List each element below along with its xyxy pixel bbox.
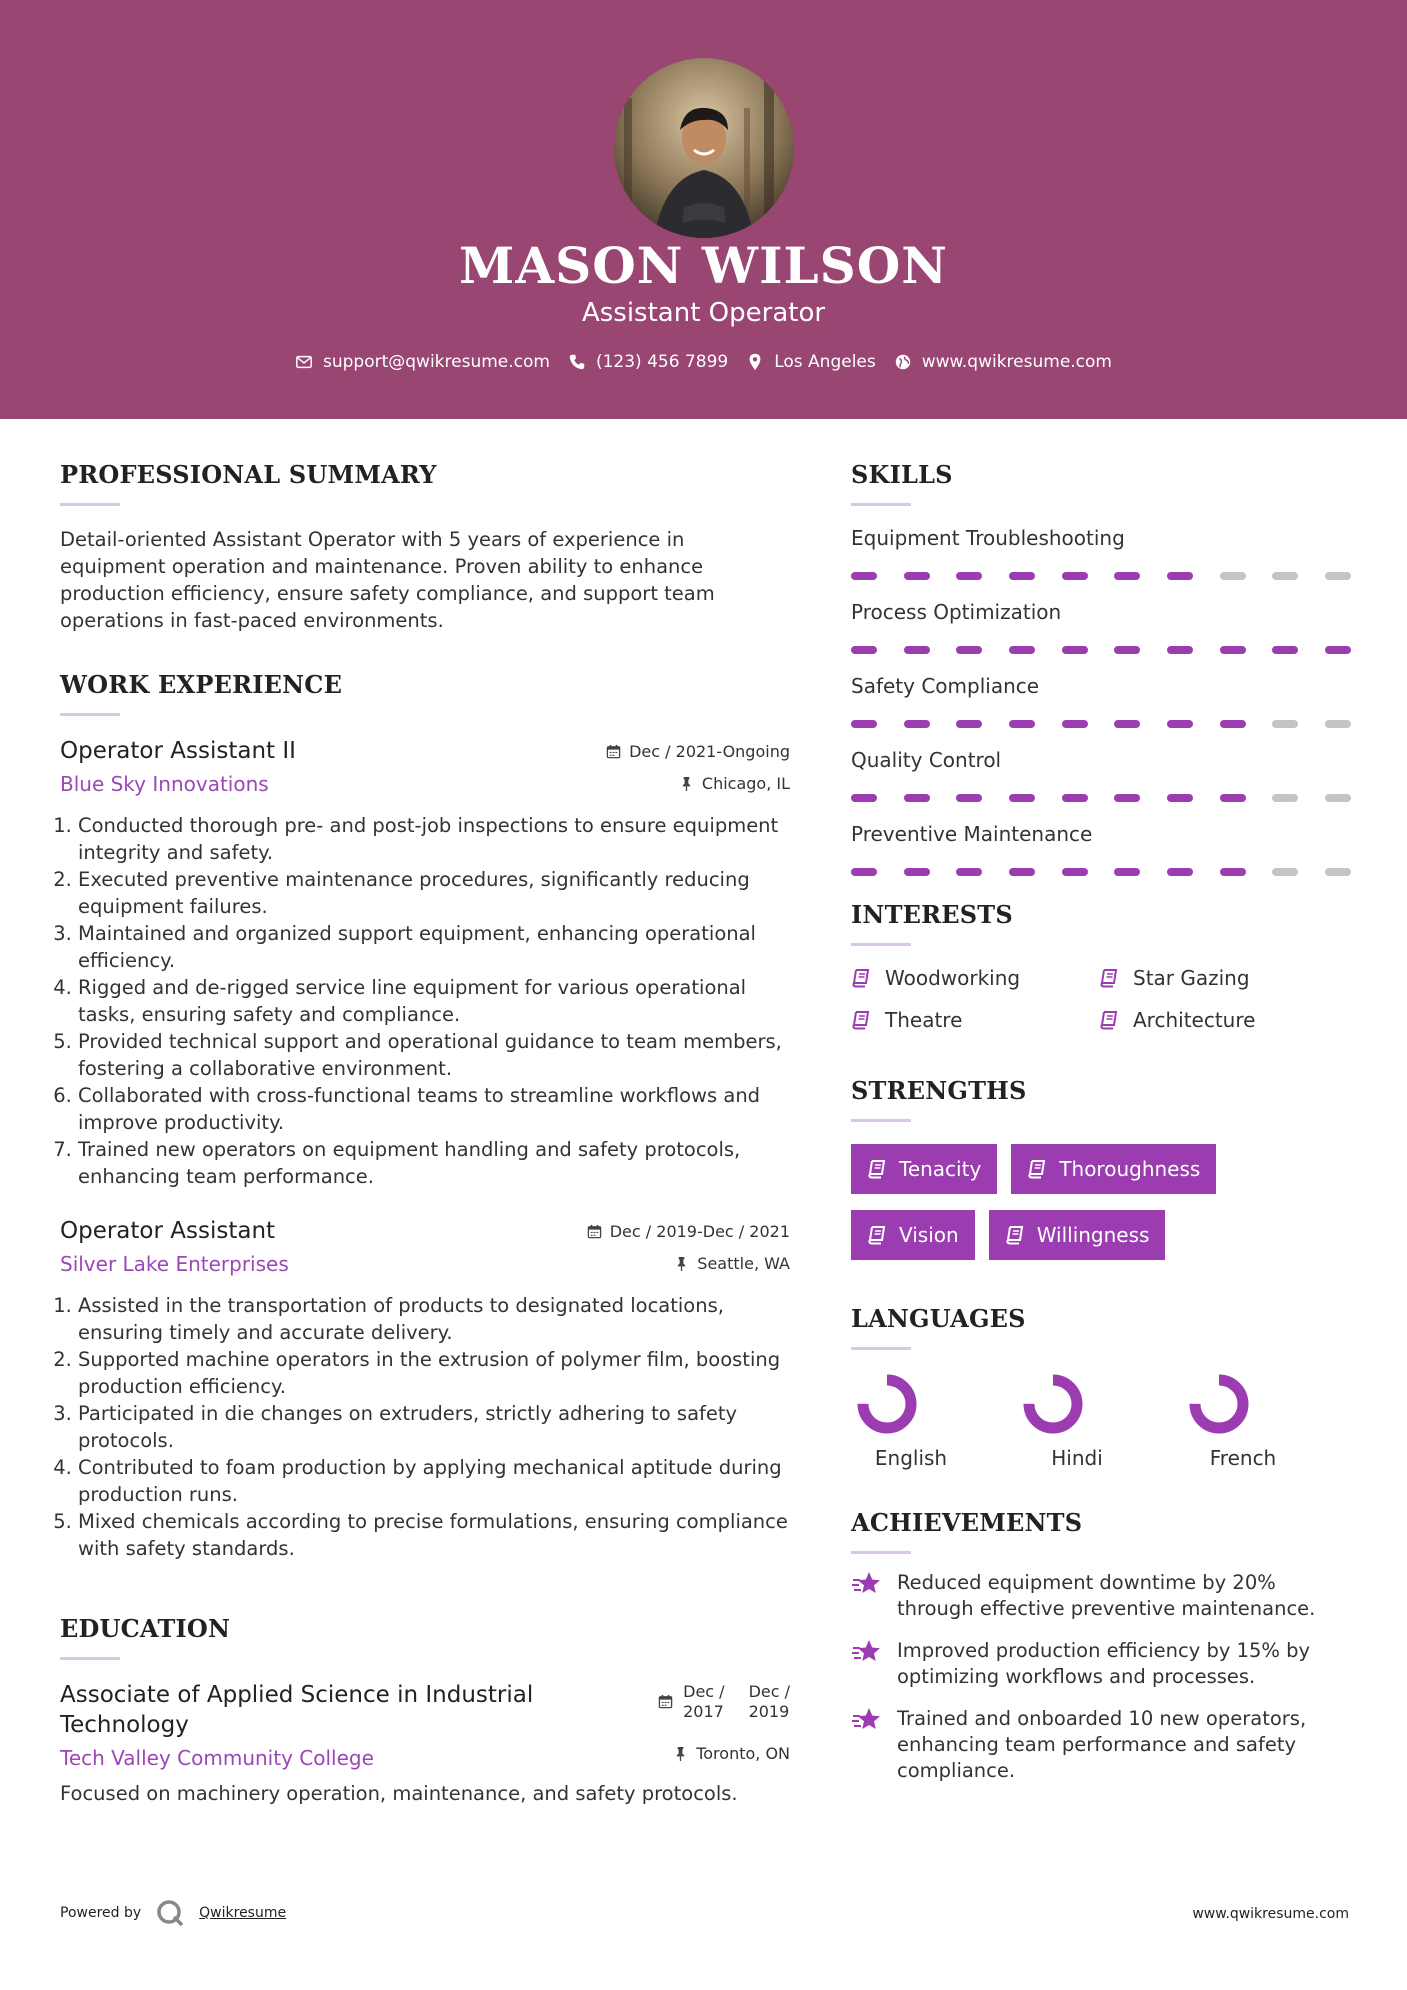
experience-title: WORK EXPERIENCE bbox=[60, 670, 343, 699]
contact-bar bbox=[0, 352, 1407, 372]
rating-dot-filled bbox=[956, 720, 982, 728]
star-icon bbox=[851, 1704, 883, 1736]
section-divider bbox=[851, 1551, 911, 1554]
left-column bbox=[60, 460, 790, 1807]
phone-text[interactable]: (123) 456 7899 bbox=[595, 352, 729, 372]
achievement-item bbox=[851, 1638, 1351, 1690]
rating-dot-empty bbox=[1272, 720, 1298, 728]
strength-tag bbox=[1011, 1144, 1216, 1194]
job-company: Blue Sky Innovations bbox=[60, 772, 269, 796]
job-location bbox=[679, 774, 790, 793]
skill-item bbox=[851, 674, 1351, 728]
achievement-item bbox=[851, 1570, 1351, 1622]
school-name: Tech Valley Community College bbox=[60, 1746, 374, 1770]
rating-dot-empty bbox=[1220, 572, 1246, 580]
rating-dot-filled bbox=[1009, 720, 1035, 728]
strength-label: Tenacity bbox=[899, 1157, 982, 1181]
skill-item bbox=[851, 748, 1351, 802]
rating-dot-filled bbox=[1167, 646, 1193, 654]
job-location-text: Seattle, WA bbox=[697, 1254, 790, 1273]
pin-icon bbox=[674, 1256, 689, 1271]
skill-name: Quality Control bbox=[851, 748, 1002, 772]
language-item bbox=[1183, 1372, 1349, 1470]
rating-dot-filled bbox=[1114, 646, 1140, 654]
job-bullets bbox=[60, 1292, 790, 1562]
rating-dot-filled bbox=[956, 572, 982, 580]
rating-dot-filled bbox=[904, 794, 930, 802]
list-item: 1. Assisted in the transportation of products to designated locations, ensuring timely and accurate delivery. bbox=[78, 1292, 790, 1346]
rating-dot-filled bbox=[1167, 794, 1193, 802]
skill-item bbox=[851, 526, 1351, 580]
strength-label: Willingness bbox=[1036, 1223, 1150, 1247]
rating-dot-filled bbox=[1062, 868, 1088, 876]
rating-dot-empty bbox=[1325, 868, 1351, 876]
language-name: Hindi bbox=[1051, 1446, 1103, 1470]
skills-section bbox=[851, 460, 1351, 876]
interest-item bbox=[851, 1008, 1099, 1032]
rating-dot-filled bbox=[956, 794, 982, 802]
job-entry bbox=[60, 1218, 790, 1562]
skill-item bbox=[851, 600, 1351, 654]
summary-text: Detail-oriented Assistant Operator with 5 years of experience in equipment operation and maintenance. Proven ability to enhance production efficiency, ensure safety compliance, and support team operations in fast-paced environments. bbox=[60, 528, 715, 632]
rating-dot-filled bbox=[1062, 572, 1088, 580]
skill-name: Preventive Maintenance bbox=[851, 822, 1093, 846]
book-icon bbox=[1099, 1010, 1119, 1030]
languages-title: LANGUAGES bbox=[851, 1304, 1026, 1333]
interest-label: Theatre bbox=[885, 1008, 963, 1032]
pin-icon bbox=[673, 1746, 688, 1761]
strength-tag bbox=[989, 1210, 1166, 1260]
map-pin-icon bbox=[746, 353, 764, 371]
book-icon bbox=[1099, 968, 1119, 988]
book-icon bbox=[1027, 1159, 1047, 1179]
language-progress-ring bbox=[855, 1372, 919, 1436]
education-dates bbox=[658, 1682, 790, 1722]
star-icon bbox=[851, 1636, 883, 1668]
job-entry bbox=[60, 738, 790, 1190]
book-icon bbox=[851, 968, 871, 988]
skill-name: Equipment Troubleshooting bbox=[851, 526, 1125, 550]
rating-dot-filled bbox=[1114, 868, 1140, 876]
rating-dot-filled bbox=[956, 868, 982, 876]
interests-section bbox=[851, 900, 1351, 1032]
skill-item bbox=[851, 822, 1351, 876]
achievements-section bbox=[851, 1508, 1351, 1784]
location-text: Los Angeles bbox=[774, 352, 876, 372]
section-divider bbox=[851, 1347, 911, 1350]
strengths-list bbox=[851, 1144, 1271, 1260]
job-date-text: Dec / 2021-Ongoing bbox=[629, 742, 790, 761]
skill-rating bbox=[851, 646, 1351, 654]
rating-dot-empty bbox=[1272, 794, 1298, 802]
book-icon bbox=[867, 1159, 887, 1179]
calendar-icon bbox=[606, 744, 621, 759]
rating-dot-filled bbox=[1167, 868, 1193, 876]
job-title: Operator Assistant bbox=[60, 1218, 276, 1244]
job-location bbox=[674, 1254, 790, 1273]
language-name: English bbox=[874, 1446, 948, 1470]
rating-dot-filled bbox=[851, 646, 877, 654]
rating-dot-filled bbox=[1009, 572, 1035, 580]
rating-dot-filled bbox=[904, 720, 930, 728]
profile-photo bbox=[614, 58, 794, 238]
skill-rating bbox=[851, 794, 1351, 802]
job-date bbox=[606, 742, 790, 761]
list-item: 1. Conducted thorough pre- and post-job inspections to ensure equipment integrity and safety. bbox=[78, 812, 790, 866]
phone-icon bbox=[568, 353, 586, 371]
start-month: Dec / bbox=[683, 1682, 725, 1701]
skill-name: Process Optimization bbox=[851, 600, 1062, 624]
strength-tag bbox=[851, 1144, 997, 1194]
qwikresume-logo-icon bbox=[155, 1898, 185, 1928]
book-icon bbox=[851, 1010, 871, 1030]
language-item bbox=[851, 1372, 1017, 1470]
education-location bbox=[673, 1744, 790, 1763]
rating-dot-filled bbox=[1272, 646, 1298, 654]
section-divider bbox=[60, 713, 120, 716]
language-progress-ring bbox=[1021, 1372, 1085, 1436]
rating-dot-filled bbox=[1062, 646, 1088, 654]
rating-dot-filled bbox=[1325, 646, 1351, 654]
rating-dot-filled bbox=[904, 572, 930, 580]
envelope-icon bbox=[295, 353, 313, 371]
achievement-text: Reduced equipment downtime by 20% through effective preventive maintenance. bbox=[897, 1571, 1316, 1620]
rating-dot-filled bbox=[1167, 720, 1193, 728]
powered-by-label: Powered by bbox=[60, 1905, 142, 1921]
interests-list bbox=[851, 966, 1351, 1032]
degree-title: Associate of Applied Science in Industrial Technology bbox=[60, 1682, 534, 1738]
footer-url[interactable]: www.qwikresume.com bbox=[1192, 1906, 1349, 1922]
contact-phone[interactable] bbox=[568, 352, 728, 372]
right-column bbox=[851, 460, 1351, 1784]
star-icon bbox=[851, 1568, 883, 1600]
website-text[interactable]: www.qwikresume.com bbox=[921, 352, 1112, 372]
section-divider bbox=[851, 503, 911, 506]
list-item: 2. Supported machine operators in the extrusion of polymer film, boosting production efficiency. bbox=[78, 1346, 790, 1400]
end-year: 2019 bbox=[748, 1702, 790, 1721]
rating-dot-empty bbox=[1325, 794, 1351, 802]
interest-label: Woodworking bbox=[885, 966, 1021, 990]
strength-tag bbox=[851, 1210, 975, 1260]
achievements-list bbox=[851, 1570, 1351, 1784]
strengths-title: STRENGTHS bbox=[851, 1076, 1027, 1105]
contact-email[interactable] bbox=[295, 352, 550, 372]
education-location-text: Toronto, ON bbox=[696, 1744, 790, 1763]
rating-dot-filled bbox=[851, 720, 877, 728]
rating-dot-filled bbox=[1220, 868, 1246, 876]
strength-label: Vision bbox=[899, 1223, 959, 1247]
job-date bbox=[587, 1222, 790, 1241]
section-divider bbox=[60, 1657, 120, 1660]
achievements-title: ACHIEVEMENTS bbox=[851, 1508, 1083, 1537]
achievement-text: Trained and onboarded 10 new operators, enhancing team performance and safety compliance. bbox=[897, 1707, 1307, 1782]
rating-dot-filled bbox=[1220, 720, 1246, 728]
rating-dot-filled bbox=[1009, 646, 1035, 654]
rating-dot-filled bbox=[851, 572, 877, 580]
list-item: 4. Rigged and de-rigged service line equipment for various operational tasks, ensuring safety and compliance. bbox=[78, 974, 790, 1028]
skill-rating bbox=[851, 868, 1351, 876]
calendar-icon bbox=[658, 1694, 673, 1709]
interest-item bbox=[1099, 966, 1347, 990]
skill-name: Safety Compliance bbox=[851, 674, 1040, 698]
list-item: 2. Executed preventive maintenance procedures, significantly reducing equipment failures. bbox=[78, 866, 790, 920]
interest-item bbox=[851, 966, 1099, 990]
list-item: 5. Provided technical support and operational guidance to team members, fostering a collaborative environment. bbox=[78, 1028, 790, 1082]
rating-dot-filled bbox=[1114, 720, 1140, 728]
contact-website[interactable] bbox=[894, 352, 1112, 372]
skills-title: SKILLS bbox=[851, 460, 953, 489]
education-entry bbox=[60, 1680, 790, 1807]
rating-dot-empty bbox=[1325, 720, 1351, 728]
end-month: Dec / bbox=[748, 1682, 790, 1701]
education-description: Focused on machinery operation, maintenance, and safety protocols. bbox=[60, 1782, 738, 1805]
brand-link[interactable]: Qwikresume bbox=[199, 1905, 287, 1921]
rating-dot-filled bbox=[1114, 572, 1140, 580]
job-company: Silver Lake Enterprises bbox=[60, 1252, 289, 1276]
achievement-text: Improved production efficiency by 15% by optimizing workflows and processes. bbox=[897, 1639, 1311, 1688]
interests-title: INTERESTS bbox=[851, 900, 1013, 929]
list-item: 3. Maintained and organized support equipment, enhancing operational efficiency. bbox=[78, 920, 790, 974]
candidate-name: MASON WILSON bbox=[459, 236, 948, 295]
section-divider bbox=[851, 943, 911, 946]
book-icon bbox=[1005, 1225, 1025, 1245]
calendar-icon bbox=[587, 1224, 602, 1239]
language-progress-ring bbox=[1187, 1372, 1251, 1436]
strengths-section bbox=[851, 1076, 1351, 1260]
interest-item bbox=[1099, 1008, 1347, 1032]
job-title: Operator Assistant II bbox=[60, 738, 296, 764]
rating-dot-filled bbox=[1062, 794, 1088, 802]
rating-dot-filled bbox=[1220, 646, 1246, 654]
interest-label: Architecture bbox=[1133, 1008, 1256, 1032]
section-divider bbox=[60, 503, 120, 506]
book-icon bbox=[867, 1225, 887, 1245]
interest-label: Star Gazing bbox=[1133, 966, 1250, 990]
end-date bbox=[749, 1682, 790, 1722]
rating-dot-filled bbox=[1009, 868, 1035, 876]
rating-dot-filled bbox=[1167, 572, 1193, 580]
rating-dot-empty bbox=[1272, 572, 1298, 580]
list-item: 7. Trained new operators on equipment handling and safety protocols, enhancing team performance. bbox=[78, 1136, 790, 1190]
resume-header bbox=[0, 0, 1407, 419]
contact-location bbox=[746, 352, 876, 372]
list-item: 6. Collaborated with cross-functional teams to streamline workflows and improve productivity. bbox=[78, 1082, 790, 1136]
rating-dot-filled bbox=[956, 646, 982, 654]
rating-dot-filled bbox=[904, 646, 930, 654]
list-item: 3. Participated in die changes on extruders, strictly adhering to safety protocols. bbox=[78, 1400, 790, 1454]
rating-dot-filled bbox=[851, 794, 877, 802]
languages-list bbox=[851, 1372, 1351, 1470]
start-date bbox=[683, 1682, 724, 1722]
email-text[interactable]: support@qwikresume.com bbox=[323, 352, 550, 372]
list-item: 5. Mixed chemicals according to precise formulations, ensuring compliance with safety standards. bbox=[78, 1508, 790, 1562]
language-name: French bbox=[1209, 1446, 1277, 1470]
language-item bbox=[1017, 1372, 1183, 1470]
rating-dot-filled bbox=[904, 868, 930, 876]
footer-powered-by bbox=[60, 1898, 286, 1928]
skills-list bbox=[851, 526, 1351, 876]
experience-section bbox=[60, 670, 790, 1562]
education-title: EDUCATION bbox=[60, 1614, 231, 1643]
section-divider bbox=[851, 1119, 911, 1122]
profile-photo-image bbox=[614, 58, 794, 238]
job-date-text: Dec / 2019-Dec / 2021 bbox=[609, 1222, 790, 1241]
summary-section bbox=[60, 460, 790, 634]
skill-rating bbox=[851, 572, 1351, 580]
list-item: 4. Contributed to foam production by applying mechanical aptitude during production runs. bbox=[78, 1454, 790, 1508]
rating-dot-filled bbox=[1220, 794, 1246, 802]
languages-section bbox=[851, 1304, 1351, 1470]
job-bullets bbox=[60, 812, 790, 1190]
start-year: 2017 bbox=[683, 1702, 724, 1721]
rating-dot-filled bbox=[1062, 720, 1088, 728]
strength-label: Thoroughness bbox=[1059, 1157, 1201, 1181]
rating-dot-empty bbox=[1325, 572, 1351, 580]
candidate-role: Assistant Operator bbox=[581, 298, 826, 328]
skill-rating bbox=[851, 720, 1351, 728]
education-section bbox=[60, 1614, 790, 1807]
globe-icon bbox=[894, 353, 912, 371]
pin-icon bbox=[679, 776, 694, 791]
rating-dot-empty bbox=[1272, 868, 1298, 876]
summary-title: PROFESSIONAL SUMMARY bbox=[60, 460, 437, 489]
rating-dot-filled bbox=[851, 868, 877, 876]
rating-dot-filled bbox=[1009, 794, 1035, 802]
rating-dot-filled bbox=[1114, 794, 1140, 802]
job-location-text: Chicago, IL bbox=[701, 774, 790, 793]
achievement-item bbox=[851, 1706, 1351, 1784]
